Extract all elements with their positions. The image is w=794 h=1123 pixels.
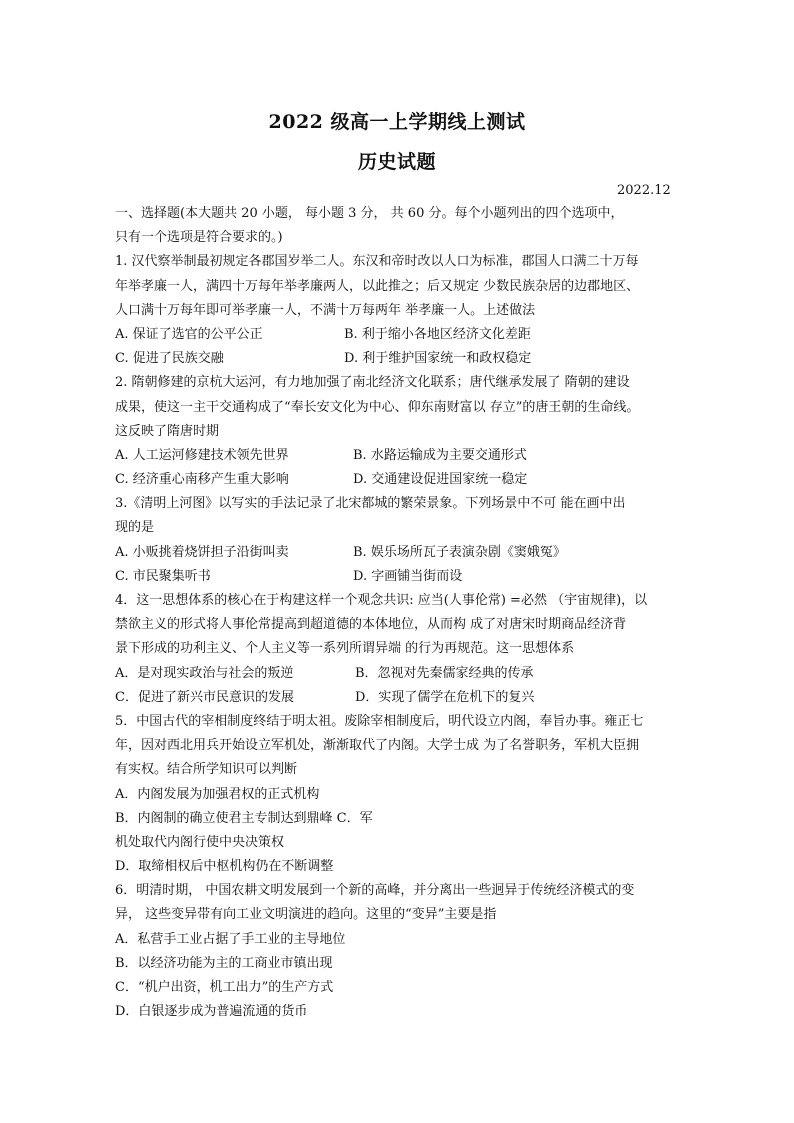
question-stem-line: 3.《清明上河图》以写实的手法记录了北宋都城的繁荣景象。下列场景中不可 能在画中出: [115, 496, 626, 512]
question-4: [115, 589, 685, 710]
option-d: D．取缔相权后中枢机构仍在不断调整: [115, 859, 334, 875]
option-b: B. 娱乐场所瓦子表演杂剧《窦娥冤》: [353, 544, 566, 560]
question-stem-line: 禁欲主义的形式将人事伦常提高到超道德的本体地位，从而构 成了对唐宋时期商品经济背: [115, 617, 627, 633]
question-stem-line: 异， 这些变异带有向工业文明演进的趋向。这里的“变异”主要是指: [115, 907, 497, 923]
question-stem-line: 年，因对西北用兵开始设立军机处，渐渐取代了内阁。大学士成 为了名誉职务，军机大臣拥: [115, 738, 640, 754]
option-d: D．白银逐步成为普遍流通的货币: [115, 1004, 308, 1020]
option-c: C．“机户出资，机工出力”的生产方式: [115, 980, 334, 995]
option-row: [115, 541, 685, 565]
option-b: B. 利于缩小各地区经济文化差距: [344, 326, 531, 342]
question-5: [115, 710, 685, 879]
question-stem-line: 景下形成的功利主义、个人主义等一系列所谓异端 的行为再规范。这一思想体系: [115, 641, 575, 657]
option-a: A．内阁发展为加强君权的正式机构: [115, 786, 320, 802]
question-stem-line: 这反映了隋唐时期: [115, 423, 220, 439]
question-stem-line: 1. 汉代察举制最初规定各郡国岁举二人。东汉和帝时改以人口为标准，郡国人口满二十万每: [115, 254, 639, 270]
question-stem-line: 成果，使这一主干交通构成了“奉长安文化为中心、仰东南财富以 存立”的唐王朝的生命线。: [115, 399, 640, 415]
option-a: A. 人工运河修建技术领先世界: [115, 447, 289, 463]
option-row: [115, 347, 685, 371]
option-row: [115, 662, 685, 686]
question-stem-line: 4．这一思想体系的核心在于构建这样一个观念共识: 应当(人事伦常) =必然 （宇宙规律)，以: [115, 593, 648, 608]
option-row: [115, 468, 685, 492]
question-stem-line: 现的是: [115, 520, 155, 536]
exam-subtitle: 历史试题: [357, 151, 436, 173]
option-d: D. 利于维护国家统一和政权稳定: [344, 351, 532, 367]
option-c: C．促进了新兴市民意识的发展: [115, 689, 294, 705]
section-instructions: [115, 202, 685, 250]
option-c: C. 促进了民族交融: [115, 351, 224, 367]
question-3: [115, 492, 685, 589]
question-stem-line: 5．中国古代的宰相制度终结于明太祖。废除宰相制度后，明代设立内阁，奉旨办事。雍正七: [115, 713, 644, 729]
exam-title: 2022 级高一上学期线上测试: [268, 111, 526, 133]
option-row: [115, 444, 685, 468]
question-stem-line: 2. 隋朝修建的京杭大运河，有力地加强了南北经济文化联系；唐代继承发展了 隋朝的建设: [115, 375, 630, 391]
option-b: B．以经济功能为主的工商业市镇出现: [115, 955, 333, 971]
question-stem-line: 有实权。结合所学知识可以判断: [115, 762, 298, 778]
option-c: C. 市民聚集听书: [115, 568, 211, 584]
question-stem-line: 6．明清时期， 中国农耕文明发展到一个新的高峰，并分离出一些迥异于传统经济模式的变: [115, 883, 635, 899]
option-b: B．内阁制的确立使君主专制达到鼎峰 C．军: [115, 810, 373, 826]
option-row: [115, 323, 685, 347]
option-a: A. 小贩挑着烧饼担子沿街叫卖: [115, 544, 289, 560]
instruction-line: 只有一个选项是符合要求的。): [115, 230, 283, 246]
question-1: [115, 250, 685, 371]
instruction-line: 一、选择题(本大题共 20 小题， 每小题 3 分， 共 60 分。每个小题列出的四个选项中，: [115, 206, 624, 221]
option-d: D. 交通建设促进国家统一稳定: [353, 472, 528, 488]
option-c-continued: 机处取代内阁行使中央决策权: [115, 834, 285, 850]
question-stem-line: 年举孝廉一人，满四十万每年举孝廉两人，以此推之；后又规定 少数民族杂居的边郡地区、: [115, 278, 640, 294]
option-b: B. 水路运输成为主要交通形式: [353, 447, 527, 463]
option-row: [115, 686, 685, 710]
exam-date: 2022.12: [617, 183, 671, 198]
option-b: B．忽视对先秦儒家经典的传承: [355, 665, 534, 681]
option-a: A．私营手工业占据了手工业的主导地位: [115, 931, 346, 947]
question-stem-line: 人口满十万每年即可举孝廉一人，不满十万每两年 举孝廉一人。上述做法: [115, 302, 536, 318]
option-d: D. 字画铺当街而设: [353, 568, 463, 584]
option-c: C. 经济重心南移产生重大影响: [115, 472, 289, 488]
option-d: D．实现了儒学在危机下的复兴: [355, 689, 535, 705]
question-6: [115, 879, 685, 1024]
option-a: A. 保证了选官的公平公正: [115, 326, 263, 342]
option-a: A．是对现实政治与社会的叛逆: [115, 665, 294, 681]
option-row: [115, 565, 685, 589]
exam-body: [115, 202, 685, 1024]
question-2: [115, 371, 685, 492]
